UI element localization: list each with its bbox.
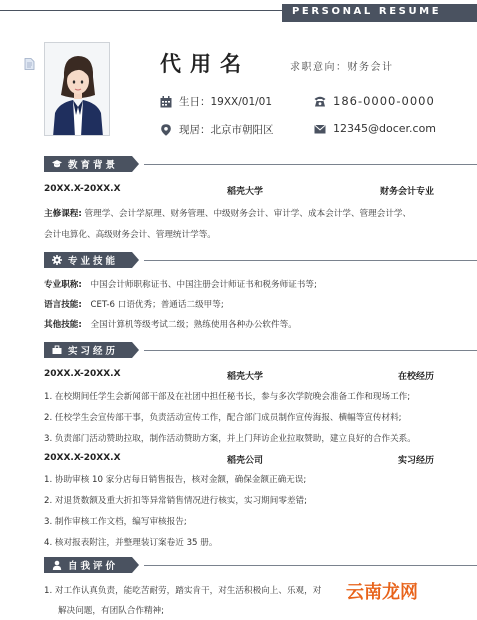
skill-cert-label: 专业职称: (44, 280, 82, 290)
section-education-tag (44, 156, 132, 172)
section-experience-title: 实习经历 (68, 346, 119, 357)
job2-item: 4. 核对报表附注，并整理装订案卷近 35 册。 (44, 538, 218, 548)
mail-icon (314, 123, 326, 135)
section-skills-tag (44, 252, 132, 268)
location-pin-icon (160, 124, 172, 136)
skill-lang-label: 语言技能: (44, 300, 82, 310)
birthday-row (160, 94, 272, 109)
job1-item: 1. 在校期间任学生会新闻部干部及在社团中担任秘书长，参与多次学院晚会准备工作和现场工作; (44, 392, 411, 402)
section-rule (144, 164, 477, 165)
evaluation-line-2: 解决问题，有团队合作精神; (58, 606, 165, 616)
courses-text-1: 管理学、会计学原理、财务管理、中级财务会计、审计学、成本会计学、管理会计学、 (84, 209, 412, 219)
job1-row (44, 369, 434, 383)
evaluation-line-1: 1. 对工作认真负责，能吃苦耐劳，踏实肯干，对生活积极向上、乐观，对 (44, 586, 322, 596)
avatar-photo (44, 42, 110, 136)
education-date: 20XX.X-20XX.X (44, 184, 121, 194)
job2-item: 1. 协助审核 10 家分店每日销售报告，核对金额，确保金额正确无误; (44, 475, 307, 485)
address-text: 现居：北京市朝阳区 (179, 124, 274, 136)
calendar-icon (160, 96, 172, 108)
watermark: 云南龙网 (342, 576, 442, 606)
address-row (160, 122, 274, 137)
courses-label: 主修课程: (44, 209, 82, 219)
section-rule (144, 260, 477, 261)
section-experience (44, 342, 139, 358)
user-icon (52, 560, 62, 570)
job2-item: 3. 制作审核工作文档，编写审核报告; (44, 517, 187, 527)
section-evaluation-title: 自我评价 (68, 561, 119, 572)
section-arrow (132, 342, 139, 358)
top-banner (0, 0, 477, 24)
gear-icon (52, 255, 62, 265)
job2-item: 2. 对退货数额及重大折扣等异常销售情况进行核实，实习期间零差错; (44, 496, 308, 506)
candidate-name: 代用名 (160, 52, 250, 76)
skill-other-line (44, 318, 297, 330)
education-row (44, 184, 434, 198)
skill-lang-text: CET-6 口语优秀；普通话二级甲等; (90, 300, 224, 310)
email-link[interactable]: 12345@docer.com (333, 122, 437, 135)
skill-other-label: 其他技能: (44, 320, 82, 330)
job1-item: 3. 负责部门活动赞助拉取，制作活动赞助方案，并上门拜访企业拉取赞助，建立良好的合作关系。 (44, 434, 416, 444)
courses-line-2: 会计电算化、高级财务会计、管理统计学等。 (44, 230, 216, 240)
email-row (314, 122, 436, 135)
job1-date: 20XX.X-20XX.X (44, 369, 121, 379)
section-education-title: 教育背景 (68, 160, 119, 171)
job1-item: 2. 任校学生会宣传部干事，负责活动宣传工作，配合部门成员制作宣传海报、横幅等宣传材料; (44, 413, 402, 423)
job2-date: 20XX.X-20XX.X (44, 453, 121, 463)
job1-org: 稻壳大学 (227, 372, 264, 382)
phone-text: 186-0000-0000 (333, 94, 435, 108)
courses-line-1 (44, 207, 411, 219)
education-school: 稻壳大学 (227, 187, 264, 197)
skill-lang-line (44, 298, 224, 310)
phone-row (314, 94, 435, 108)
skill-cert-text: 中国会计师职称证书、中国注册会计师证书和税务师证书等; (90, 280, 317, 290)
section-skills-title: 专业技能 (68, 256, 119, 267)
section-skills (44, 252, 139, 268)
section-evaluation-tag (44, 557, 132, 573)
section-experience-tag (44, 342, 132, 358)
skill-other-text: 全国计算机等级考试二级；熟练使用各种办公软件等。 (90, 320, 297, 330)
section-arrow (132, 156, 139, 172)
section-education (44, 156, 139, 172)
education-major: 财务会计专业 (379, 187, 434, 197)
banner-rule (0, 10, 282, 11)
section-arrow (132, 557, 139, 573)
job1-role: 在校经历 (397, 372, 434, 382)
avatar-illustration (45, 43, 110, 136)
section-evaluation (44, 557, 139, 573)
phone-icon (314, 95, 326, 107)
job2-row (44, 453, 434, 467)
banner-text: PERSONAL RESUME (292, 6, 442, 17)
birthday-text: 生日：19XX/01/01 (179, 96, 273, 108)
section-rule (144, 350, 477, 351)
job-intent: 求职意向：财务会计 (290, 62, 394, 73)
job2-org: 稻壳公司 (227, 456, 264, 466)
job2-role: 实习经历 (397, 456, 434, 466)
briefcase-icon (52, 345, 62, 355)
skill-cert-line (44, 278, 317, 290)
banner-band (282, 4, 477, 22)
section-rule (144, 565, 477, 566)
graduation-cap-icon (52, 159, 62, 169)
document-icon (24, 58, 35, 70)
section-arrow (132, 252, 139, 268)
